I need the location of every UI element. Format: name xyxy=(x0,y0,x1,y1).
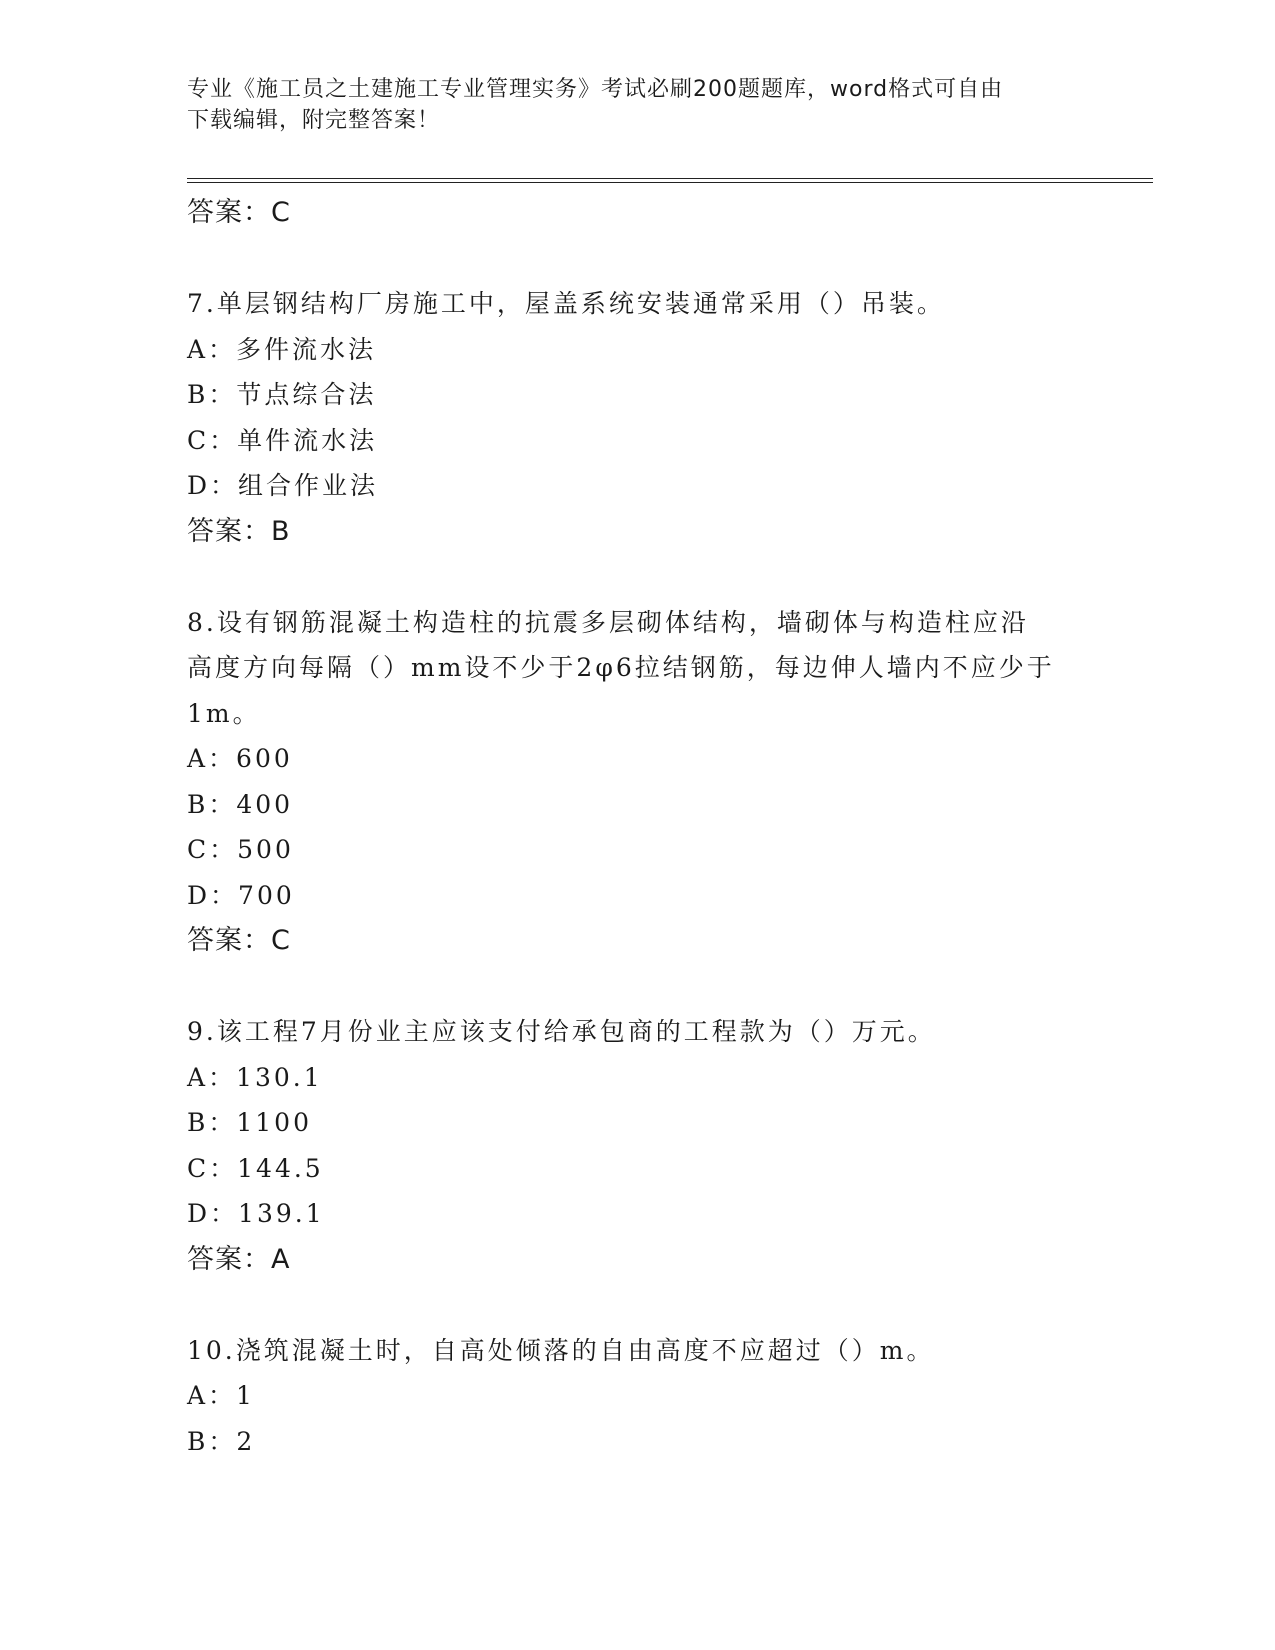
question-stem-line-1: 8.设有钢筋混凝土构造柱的抗震多层砌体结构，墙砌体与构造柱应沿 xyxy=(187,607,1029,637)
spacer xyxy=(187,236,1087,282)
answer: 答案：C xyxy=(187,925,291,956)
option-c: C：单件流水法 xyxy=(187,425,378,455)
question-stem: 9.该工程7月份业主应该支付给承包商的工程款为（）万元。 xyxy=(187,1017,936,1046)
answer: 答案：A xyxy=(187,1243,291,1275)
option-d: D：139.1 xyxy=(187,1199,325,1228)
question-8 xyxy=(187,600,1087,964)
question-stem: 10.浇筑混凝土时，自高处倾落的自由高度不应超过（）m。 xyxy=(187,1335,935,1365)
header-divider-bottom xyxy=(187,182,1153,183)
option-a: A：1 xyxy=(187,1381,255,1410)
answer-previous: 答案：C xyxy=(187,197,291,228)
option-b: B：1100 xyxy=(187,1108,312,1137)
option-c: C：500 xyxy=(187,835,294,864)
option-b: B：400 xyxy=(187,789,294,819)
question-9 xyxy=(187,1009,1087,1282)
option-b: B：2 xyxy=(187,1426,256,1456)
document-header xyxy=(187,74,1067,136)
question-stem-line-3: 1m。 xyxy=(187,698,261,728)
option-d: D：组合作业法 xyxy=(187,471,379,500)
question-stem-line-2: 高度方向每隔（）mm设不少于2φ6拉结钢筋，每边伸人墙内不应少于 xyxy=(187,653,1055,682)
header-divider-top xyxy=(187,178,1153,179)
question-10 xyxy=(187,1328,1087,1465)
option-a: A：多件流水法 xyxy=(187,334,377,364)
option-c: C：144.5 xyxy=(187,1153,324,1183)
spacer xyxy=(187,964,1087,1010)
option-b: B：节点综合法 xyxy=(187,380,377,409)
option-d: D：700 xyxy=(187,880,295,910)
option-a: A：600 xyxy=(187,744,293,773)
question-7 xyxy=(187,281,1087,554)
answer: 答案：B xyxy=(187,515,291,547)
question-list xyxy=(187,190,1087,1464)
option-a: A：130.1 xyxy=(187,1062,323,1092)
spacer xyxy=(187,554,1087,600)
header-line-2: 下载编辑，附完整答案！ xyxy=(187,108,441,133)
question-stem: 7.单层钢结构厂房施工中，屋盖系统安装通常采用（）吊装。 xyxy=(187,289,945,318)
header-line-1: 专业《施工员之土建施工专业管理实务》考试必刷200题题库，word格式可自由 xyxy=(187,77,1004,102)
spacer xyxy=(187,1282,1087,1328)
